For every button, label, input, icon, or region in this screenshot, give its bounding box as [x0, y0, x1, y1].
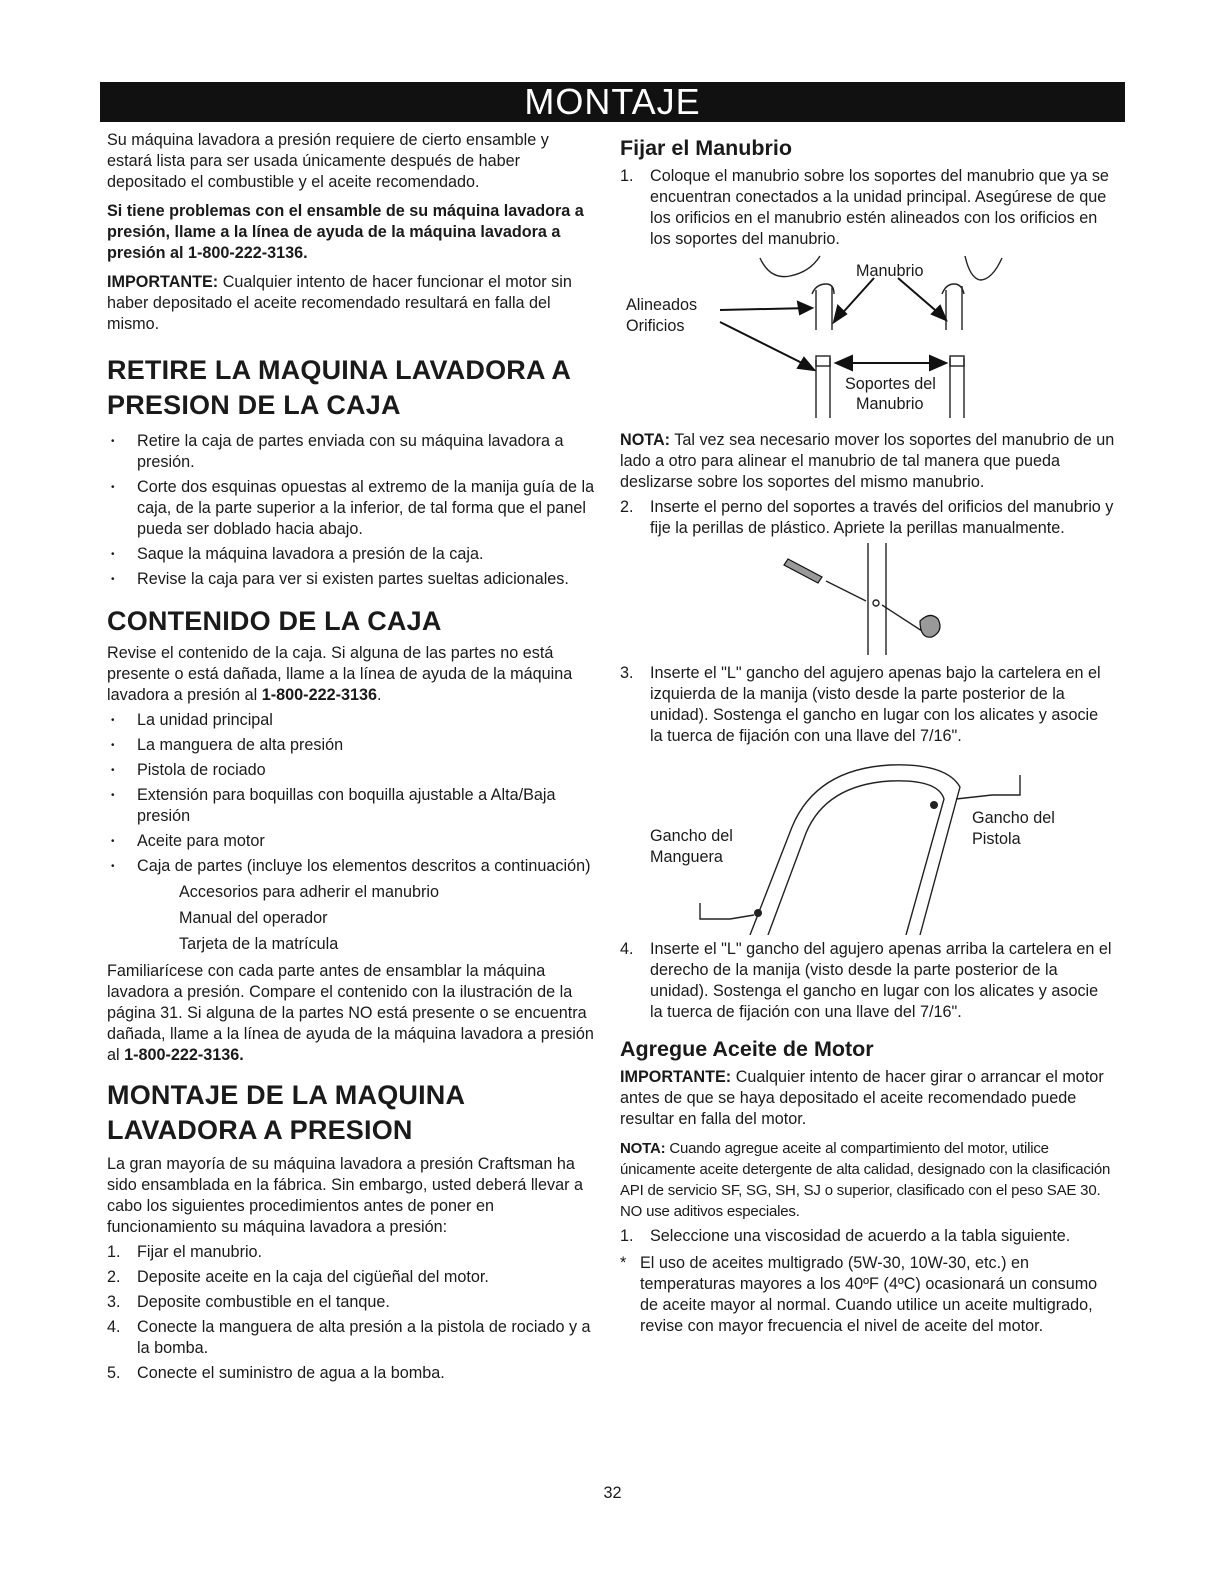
figure-label-alineados: Alineados [626, 296, 698, 314]
list-item: • Retire la caja de partes enviada con su máquina lavadora a presión. [107, 431, 597, 473]
assembly-steps-list [107, 1242, 597, 1384]
section-title-contents: CONTENIDO DE LA CAJA [107, 606, 442, 636]
list-item: • La unidad principal [107, 710, 597, 731]
helpline-phone: 1-800-222-3136 [261, 686, 377, 704]
nota-text: Tal vez sea necesario mover los soportes del manubrio de un lado a otro para alinear el manubrio de tal manera que pueda deslizarse sobre los soportes del mismo manubrio. [620, 431, 1115, 491]
section-title-assembly-line2: LAVADORA A PRESION [107, 1115, 413, 1145]
intro-paragraph: Su máquina lavadora a presión requiere de cierto ensamble y estará lista para ser usada únicamente después de haber depositado el combustible y el aceite recomendado. [107, 131, 549, 191]
list-item: • Saque la máquina lavadora a presión de la caja. [107, 544, 597, 565]
list-item: Tarjeta de la matrícula [179, 935, 339, 953]
step-number: 4. [620, 940, 634, 958]
section-title-remove-line1: RETIRE LA MAQUINA LAVADORA A [107, 355, 572, 385]
multigrade-note [620, 1253, 1115, 1337]
contents-list [107, 710, 597, 877]
list-item: • Corte dos esquinas opuestas al extremo de la manija guía de la caja, de la parte superior a la inferior, de tal forma que el panel pueda ser doblado hacia abajo. [107, 477, 597, 540]
step-number: 3. [107, 1293, 121, 1311]
help-line-paragraph: Si tiene problemas con el ensamble de su máquina lavadora a presión, llame a la línea de ayuda de la máquina lavadora a presión al 1-800-222-3136. [107, 202, 584, 262]
right-column [620, 130, 1115, 1337]
list-item: Accesorios para adherir el manubrio [179, 883, 440, 901]
list-item [620, 497, 1115, 539]
figure-label-soportes: Soportes del [845, 375, 936, 393]
list-item [107, 1363, 597, 1384]
figure-label-manubrio: Manubrio [856, 262, 924, 280]
oil-step-1 [620, 1226, 1115, 1247]
oil-nota-text: Cuando agregue aceite al compartimiento del motor, utilice únicamente aceite detergente de alta calidad, designado con la clasificación API de servicio SF, SG, SH, SJ o superior, clasificado con el peso SAE 30. NO use aditivos especiales. [620, 1140, 1111, 1220]
step-text: Coloque el manubrio sobre los soportes del manubrio que ya se encuentran conectados a la unidad principal. Asegúrese de que los orificios en el manubrio estén alineados con los orificios en los soportes del manubrio. [650, 167, 1109, 248]
handle-step-3 [620, 663, 1115, 747]
section-title-remove [107, 353, 597, 423]
list-item [107, 1317, 597, 1359]
step-text: Inserte el perno del soportes a través del orificios del manubrio y fije la perillas de plástico. Apriete la perillas manualmente. [650, 498, 1114, 537]
section-title-handle: Fijar el Manubrio [620, 136, 793, 160]
step-number: 1. [620, 1227, 634, 1245]
step-number: 2. [107, 1268, 121, 1286]
contents-intro [107, 643, 597, 706]
step-number: 2. [620, 498, 634, 516]
multigrade-note-text: El uso de aceites multigrado (5W-30, 10W-30, etc.) en temperaturas mayores a los 40ºF (4ºC) ocasionará un consumo de aceite mayor al normal. Cuando utilice un aceite multigrado, revise con mayor frecuencia el nivel de aceite del motor. [640, 1254, 1098, 1335]
list-item: Manual del operador [179, 909, 328, 927]
helpline-phone-2: 1-800-222-3136. [124, 1046, 244, 1064]
step-text: Inserte el "L" gancho del agujero apenas bajo la cartelera en el izquierda de la manija (visto desde la parte posterior de la unidad). Sostenga el gancho en lugar con los alicates y asocie la tuerca de fijación con una llave del 7/16". [650, 664, 1101, 745]
list-item: • Extensión para boquillas con boquilla ajustable a Alta/Baja presión [107, 785, 597, 827]
assembly-intro: La gran mayoría de su máquina lavadora a presión Craftsman ha sido ensamblada en la fábrica. Sin embargo, usted deberá llevar a cabo los siguientes procedimientos antes de poner en funcionamiento su máquina lavadora a presión: [107, 1155, 584, 1236]
handle-alignment-figure [620, 250, 1115, 418]
step-text: Deposite aceite en la caja del cigüeñal del motor. [137, 1268, 489, 1286]
contents-intro-text: Revise el contenido de la caja. Si alguna de las partes no está presente o está dañada, llame a la línea de ayuda de la máquina lavadora a presión al [107, 644, 573, 704]
figure-label-gancho-pistola-1: Gancho del [972, 809, 1055, 827]
list-item: • Aceite para motor [107, 831, 597, 852]
oil-nota-label: NOTA: [620, 1140, 666, 1157]
list-item [620, 663, 1115, 747]
list-item: • Pistola de rociado [107, 760, 597, 781]
parts-box-sublist [107, 882, 597, 955]
remove-steps-list [107, 431, 597, 590]
bolt-knob-figure [620, 539, 1115, 659]
step-text: Inserte el "L" gancho del agujero apenas arriba la cartelera en el derecho de la manija (visto desde la parte posterior de la unidad). Sostenga el gancho en lugar con los alicates y asocie la tuerca de fijación con una llave del 7/16". [650, 940, 1112, 1021]
list-item [107, 1292, 597, 1313]
asterisk: * [620, 1254, 627, 1272]
step-number: 1. [620, 167, 634, 185]
bolt-knob-drawing [620, 539, 1115, 659]
step-number: 3. [620, 664, 634, 682]
oil-important-label: IMPORTANTE: [620, 1068, 732, 1086]
left-column [107, 130, 597, 1384]
handle-step-1 [620, 166, 1115, 250]
contents-outro-text: Familiarícese con cada parte antes de ensamblar la máquina lavadora a presión. Compare el contenido con la ilustración de la página 31. Si alguna de la partes NO está presente o se encuentra dañada, llame a la línea de ayuda de la máquina lavadora a presión al [107, 962, 594, 1064]
step-text: Fijar el manubrio. [137, 1243, 263, 1261]
figure-label-gancho-manguera-2: Manguera [650, 848, 723, 866]
figure-label-gancho-manguera-1: Gancho del [650, 827, 733, 845]
figure-label-gancho-pistola-2: Pistola [972, 830, 1021, 848]
list-item [107, 1242, 597, 1263]
section-title-assembly [107, 1078, 597, 1148]
step-text: Deposite combustible en el tanque. [137, 1293, 390, 1311]
step-number: 1. [107, 1243, 121, 1261]
figure-label-manubrio-2: Manubrio [856, 395, 924, 413]
important-paragraph [107, 272, 597, 335]
step-text: Conecte la manguera de alta presión a la pistola de rociado y a la bomba. [137, 1318, 591, 1357]
step-text: Seleccione una viscosidad de acuerdo a la tabla siguiente. [650, 1227, 1071, 1245]
important-label: IMPORTANTE: [107, 273, 219, 291]
oil-nota-paragraph [620, 1138, 1115, 1222]
nota-label: NOTA: [620, 431, 671, 449]
list-item: • La manguera de alta presión [107, 735, 597, 756]
section-title-remove-line2: PRESION DE LA CAJA [107, 390, 401, 420]
list-item: • Caja de partes (incluye los elementos descritos a continuación) [107, 856, 597, 877]
page-number: 32 [603, 1484, 622, 1502]
list-item [620, 1226, 1115, 1247]
section-banner: MONTAJE [100, 82, 1125, 122]
handle-step-2 [620, 497, 1115, 539]
list-item [620, 939, 1115, 1023]
section-title-oil: Agregue Aceite de Motor [620, 1037, 874, 1061]
hooks-figure [620, 747, 1115, 935]
figure-label-orificios: Orificios [626, 317, 685, 335]
list-item [107, 1267, 597, 1288]
handle-step-4 [620, 939, 1115, 1023]
nota-paragraph [620, 430, 1115, 493]
oil-important-text: Cualquier intento de hacer girar o arrancar el motor antes de que se haya depositado el aceite recomendado puede resultar en falla del motor. [620, 1068, 1104, 1128]
list-item: • Revise la caja para ver si existen partes sueltas adicionales. [107, 569, 597, 590]
step-text: Conecte el suministro de agua a la bomba. [137, 1364, 445, 1382]
step-number: 4. [107, 1318, 121, 1336]
important-text: Cualquier intento de hacer funcionar el motor sin haber depositado el aceite recomendado resultará en falla del mismo. [107, 273, 572, 333]
contents-intro-period: . [376, 686, 382, 704]
section-title-assembly-line1: MONTAJE DE LA MAQUINA [107, 1080, 466, 1110]
oil-important-paragraph [620, 1067, 1115, 1130]
step-number: 5. [107, 1364, 121, 1382]
contents-outro [107, 961, 597, 1066]
list-item [620, 166, 1115, 250]
